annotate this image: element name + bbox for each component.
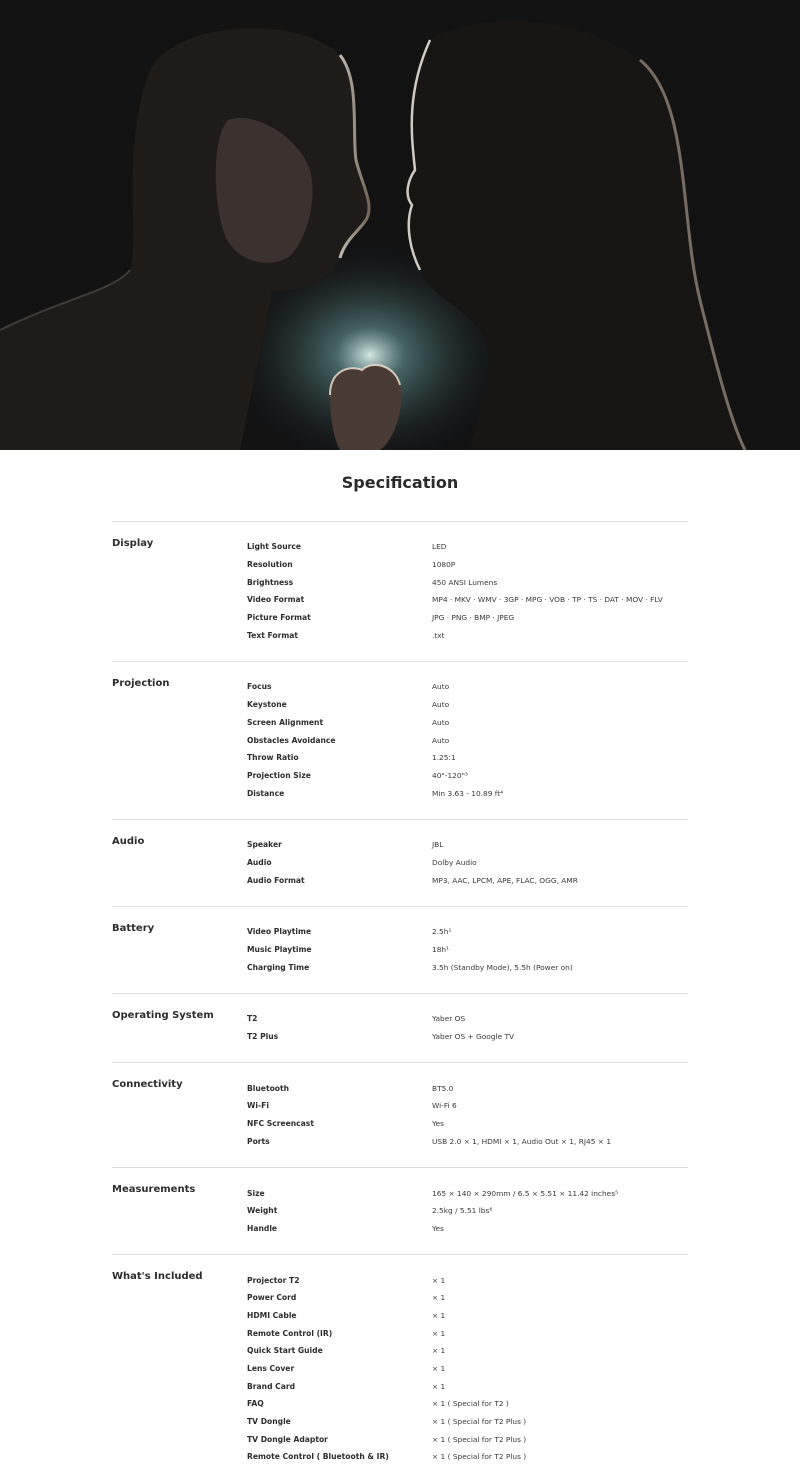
spec-label: Ports	[247, 1136, 270, 1146]
spec-value: Auto	[432, 700, 450, 710]
spec-value: × 1 ( Special for T2 )	[432, 1399, 509, 1409]
spec-row	[247, 556, 688, 574]
spec-row	[247, 1413, 688, 1431]
spec-row	[247, 1079, 688, 1097]
spec-row	[247, 731, 688, 749]
spec-row	[247, 1028, 688, 1046]
spec-row	[247, 1360, 688, 1378]
spec-row	[247, 1307, 688, 1325]
spec-label: Remote Control (IR)	[247, 1328, 333, 1338]
spec-label: Projector T2	[247, 1275, 300, 1285]
spec-label: HDMI Cable	[247, 1310, 297, 1320]
hero-banner-image	[0, 0, 800, 450]
spec-row	[247, 1430, 688, 1448]
spec-value: Dolby Audio	[432, 857, 477, 867]
spec-row	[247, 958, 688, 976]
spec-row	[247, 749, 688, 767]
spec-label: Projection Size	[247, 770, 311, 780]
spec-row	[247, 1289, 688, 1307]
spec-value: MP3, AAC, LPCM, APE, FLAC, OGG, AMR	[432, 875, 578, 885]
spec-row	[247, 1010, 688, 1028]
spec-label: Picture Format	[247, 613, 311, 623]
spec-value: MP4 · MKV · WMV · 3GP · MPG · VOB · TP · TS · DAT · MOV · FLV	[432, 595, 663, 605]
spec-row	[247, 626, 688, 644]
spec-row	[247, 854, 688, 872]
spec-label: Audio Format	[247, 875, 305, 885]
spec-label: TV Dongle Adaptor	[247, 1434, 328, 1444]
spec-label: Obstacles Avoidance	[247, 735, 336, 745]
specification-heading: Specification	[341, 473, 459, 492]
spec-row	[247, 871, 688, 889]
spec-label: Brightness	[247, 577, 294, 587]
spec-rows	[247, 522, 688, 661]
spec-row	[247, 1377, 688, 1395]
spec-value: Auto	[432, 735, 450, 745]
spec-value: × 1	[432, 1328, 446, 1338]
spec-section-display	[112, 521, 688, 661]
spec-label: Weight	[247, 1206, 278, 1216]
spec-section-title: Operating System	[112, 1010, 214, 1022]
spec-section-title: Battery	[112, 923, 155, 934]
spec-label: Audio	[247, 857, 272, 867]
spec-section-what-s-included	[112, 1254, 688, 1483]
spec-label: T2	[247, 1014, 258, 1024]
specification-table	[112, 521, 688, 1483]
spec-section-audio	[112, 819, 688, 906]
spec-label: Video Playtime	[247, 927, 312, 937]
spec-value: USB 2.0 × 1, HDMI × 1, Audio Out × 1, RJ45 × 1	[432, 1136, 612, 1146]
spec-section-title: What's Included	[112, 1271, 203, 1283]
spec-label: Video Format	[247, 595, 305, 605]
spec-row	[247, 1271, 688, 1289]
spec-row	[247, 714, 688, 732]
spec-row	[247, 1448, 688, 1466]
spec-section-title: Audio	[112, 835, 145, 847]
spec-row	[247, 678, 688, 696]
spec-value: Auto	[432, 682, 450, 692]
spec-row	[247, 767, 688, 785]
spec-label: Text Format	[247, 630, 299, 640]
spec-label: Bluetooth	[247, 1083, 290, 1093]
spec-label: TV Dongle	[247, 1417, 291, 1427]
spec-value: Yaber OS + Google TV	[432, 1032, 515, 1042]
spec-label: Distance	[247, 788, 285, 798]
spec-value: 1.25:1	[432, 753, 456, 763]
spec-value: × 1	[432, 1346, 446, 1356]
spec-section-battery	[112, 906, 688, 993]
spec-rows	[247, 662, 688, 819]
spec-label: Lens Cover	[247, 1364, 295, 1374]
spec-value: Yaber OS	[432, 1014, 466, 1024]
spec-row	[247, 609, 688, 627]
spec-rows	[247, 1255, 688, 1483]
spec-row	[247, 1133, 688, 1151]
spec-value: 450 ANSI Lumens	[432, 577, 498, 587]
spec-value: 18h¹	[432, 945, 450, 955]
spec-rows	[247, 820, 688, 906]
spec-value: × 1	[432, 1310, 446, 1320]
spec-label: Wi-Fi	[247, 1101, 269, 1111]
spec-value: Yes	[432, 1119, 444, 1129]
spec-section-measurements	[112, 1167, 688, 1254]
spec-rows	[247, 994, 688, 1062]
spec-rows	[247, 907, 688, 993]
spec-row	[247, 941, 688, 959]
spec-value: 40"-120"³	[432, 770, 468, 780]
spec-row	[247, 1342, 688, 1360]
spec-section-title: Connectivity	[112, 1079, 183, 1091]
spec-value: Wi-Fi 6	[432, 1101, 457, 1111]
spec-value: × 1	[432, 1293, 446, 1303]
spec-row	[247, 591, 688, 609]
spec-value: × 1	[432, 1275, 446, 1285]
spec-label: Throw Ratio	[247, 753, 299, 763]
spec-rows	[247, 1063, 688, 1167]
spec-row	[247, 784, 688, 802]
spec-label: Brand Card	[247, 1381, 296, 1391]
spec-rows	[247, 1168, 688, 1254]
spec-label: Focus	[247, 682, 272, 692]
spec-label: Charging Time	[247, 962, 310, 972]
spec-label: Light Source	[247, 542, 302, 552]
spec-section-title: Display	[112, 538, 154, 549]
spec-value: 165 × 140 × 290mm / 6.5 × 5.51 × 11.42 inches⁵	[432, 1188, 619, 1198]
spec-label: Power Cord	[247, 1293, 297, 1303]
spec-value: .txt	[432, 630, 445, 640]
spec-section-title: Projection	[112, 678, 170, 690]
hero-couple-silhouette	[0, 0, 800, 450]
spec-value: LED	[432, 542, 447, 552]
spec-value: × 1	[432, 1364, 446, 1374]
spec-value: Min 3.63 - 10.89 ft⁴	[432, 788, 504, 798]
spec-label: Resolution	[247, 560, 293, 570]
spec-row	[247, 1220, 688, 1238]
spec-value: 3.5h (Standby Mode), 5.5h (Power on)	[432, 962, 573, 972]
spec-label: Handle	[247, 1223, 278, 1233]
spec-value: × 1	[432, 1381, 446, 1391]
spec-value: 1080P	[432, 560, 456, 570]
spec-row	[247, 1115, 688, 1133]
spec-row	[247, 1184, 688, 1202]
spec-label: FAQ	[247, 1399, 264, 1409]
spec-value: Auto	[432, 717, 450, 727]
spec-value: BT5.0	[432, 1083, 454, 1093]
spec-row	[247, 1202, 688, 1220]
spec-value: 2.5h¹	[432, 927, 452, 937]
spec-section-title: Measurements	[112, 1184, 196, 1196]
spec-label: Size	[247, 1188, 265, 1198]
spec-value: Yes	[432, 1223, 444, 1233]
spec-label: Keystone	[247, 700, 287, 710]
spec-row	[247, 696, 688, 714]
spec-label: Speaker	[247, 840, 282, 850]
spec-value: × 1 ( Special for T2 Plus )	[432, 1452, 527, 1462]
spec-label: Music Playtime	[247, 945, 312, 955]
spec-section-operating-system	[112, 993, 688, 1062]
spec-value: 2.5kg / 5.51 lbs⁶	[432, 1206, 493, 1216]
spec-label: Quick Start Guide	[247, 1346, 323, 1356]
spec-row	[247, 1097, 688, 1115]
spec-value: JPG · PNG · BMP · JPEG	[432, 613, 515, 623]
spec-section-connectivity	[112, 1062, 688, 1167]
spec-value: JBL	[432, 840, 444, 850]
spec-label: NFC Screencast	[247, 1119, 314, 1129]
spec-row	[247, 1324, 688, 1342]
spec-value: × 1 ( Special for T2 Plus )	[432, 1434, 527, 1444]
spec-label: T2 Plus	[247, 1032, 279, 1042]
spec-row	[247, 573, 688, 591]
spec-row	[247, 1395, 688, 1413]
spec-label: Remote Control ( Bluetooth & IR)	[247, 1452, 389, 1462]
spec-label: Screen Alignment	[247, 717, 324, 727]
spec-row	[247, 836, 688, 854]
spec-value: × 1 ( Special for T2 Plus )	[432, 1417, 527, 1427]
spec-row	[247, 923, 688, 941]
spec-section-projection	[112, 661, 688, 819]
spec-row	[247, 538, 688, 556]
